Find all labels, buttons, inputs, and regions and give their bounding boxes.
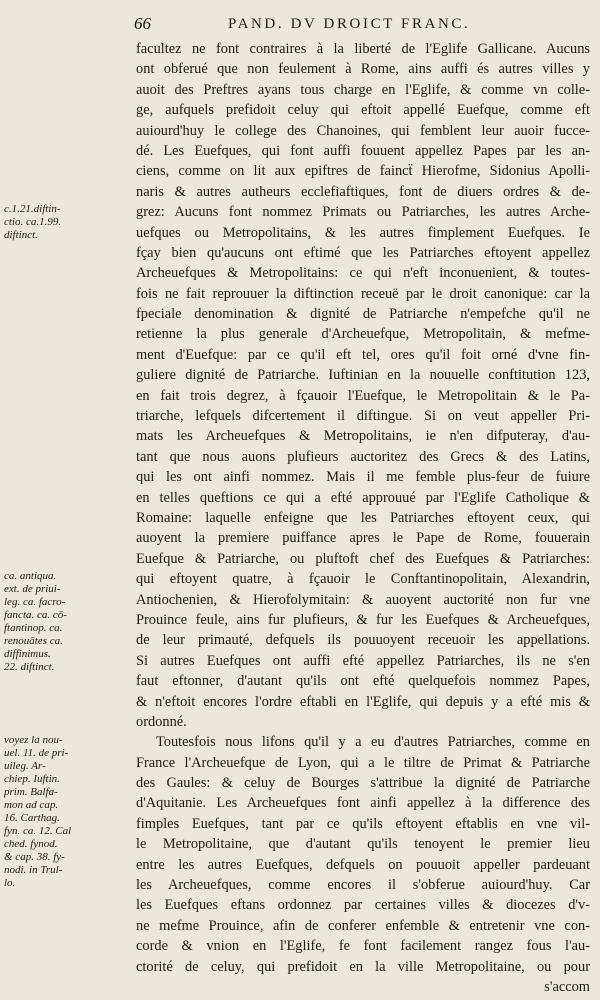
text-line: ge, aufquels prefidoit celuy qui eftoit appellé Euefque, comme eft [136, 102, 590, 119]
text-line: fois ne fait reprouuer la diftinction receuë par le droit canonique: car la [136, 285, 590, 302]
margin-note-line: diftinct. [4, 229, 38, 241]
margin-note-line: ca. antiqua. [4, 570, 57, 582]
margin-note-line: uileg. Ar- [4, 760, 46, 772]
text-line: qui les ont ainfi nommez. Mais il me femble plus-feur de fuiure [136, 469, 590, 486]
margin-note-line: 22. diftinct. [4, 661, 55, 673]
text-line: en fait trois degrez, à fçauoir l'Euefque, le Metropolitain & le Pa- [136, 387, 590, 404]
margin-note-line: ftantinop. ca. [4, 622, 63, 634]
text-line: des Gaules: & celuy de Bourges s'attribue la dignité de Patriarche [136, 775, 590, 792]
text-line: tant que nous auons plufieurs auctoritez des Grecs & des Latins, [136, 448, 590, 465]
text-line: dé. Les Euefques, qui font auffi fouuent appellez Papes par les an- [136, 142, 590, 159]
margin-note-3 [4, 734, 136, 890]
margin-note-line: 16. Carthag. [4, 812, 60, 824]
text-line: France l'Archeuefque de Lyon, qui a le tiltre de Primat & Patriarche [136, 754, 590, 771]
main-text [136, 39, 590, 997]
margin-note-line: lo. [4, 877, 16, 889]
text-line: fpeciale denomination & dignité de Patriarche n'empefche qu'il ne [136, 306, 590, 323]
text-line: grez: Aucuns font nommez Primats ou Patriarches, les autres Arche- [136, 204, 590, 221]
margin-note-line: uel. 11. de pri- [4, 747, 69, 759]
text-line: Prouince feule, ains fur plufieurs, & fur les Euefques & Archeuefques, [136, 611, 590, 628]
text-line: fimples Euefques, tant par ce qu'ils eftoyent eftablis en vne vil- [136, 815, 590, 832]
margin-note-line: fancta. ca. cō- [4, 609, 67, 621]
text-line: d'Aquitanie. Les Archeuefques font ainfi appellez à la difference des [136, 795, 590, 812]
text-line: & n'eftoit encores l'ordre eftabli en l'Eglife, qui depuis y a efté mis & [136, 693, 590, 710]
margin-note-line: ext. de priui- [4, 583, 61, 595]
margin-note-line: fyn. ca. 12. Cal [4, 825, 72, 837]
margin-note-line: diffinimus. [4, 648, 51, 660]
text-line: ne mefme Prouince, afin de conferer enfemble & entretenir vne con- [136, 917, 590, 934]
text-line: ordonné. [136, 713, 187, 730]
text-line: uefques ou Metropolitains, & les autres fimplement Euefques. Ie [136, 224, 590, 241]
text-line: faut eftonner, d'autant qu'ils ont efté quelquefois nommez Papes, [136, 673, 590, 690]
text-line: auoyent la premiere puiffance apres le Pape de Rome, fouuerain [136, 530, 590, 547]
text-line: mats les Archeuefques & Metropolitains, ie n'en difputeray, d'au- [136, 428, 590, 445]
margin-note-line: chiep. Iuftin. [4, 773, 60, 785]
text-line: facultez ne font contraires à la liberté de l'Eglife Gallicane. Aucuns [136, 41, 590, 57]
text-line: ont obferué que non feulement à Rome, ains auffi és autres villes y [136, 61, 590, 78]
margin-note-line: & cap. 38. fy- [4, 851, 65, 863]
margin-note-line: c.1.21.diftin- [4, 203, 61, 215]
text-line: fçay bien qu'aucuns ont eftimé que les Patriarches eftoyent appellez [136, 244, 590, 261]
text-line: en telles queftions ce qui a efté approuué par l'Eglife Catholique & [136, 489, 590, 506]
text-line: le Metropolitaine, que d'autant qu'ils tenoyent le premier lieu [136, 836, 590, 853]
page-header [0, 14, 600, 38]
text-line: ment d'Euefque: par ce qu'il eft tel, ores qu'il foit orné d'vne fin- [136, 346, 590, 363]
text-line: Toutesfois nous lifons qu'il y a eu d'autres Patriarches, comme en [156, 734, 590, 751]
margin-note-line: leg. ca. facro- [4, 596, 66, 608]
text-line: auiourd'huy le college des Chanoines, qui femblent leur auoir fucce- [136, 122, 590, 139]
text-line: qui eftoyent quatre, à fçauoir le Conftantinopolitain, Alexandrin, [136, 571, 590, 588]
text-line: ctorité de celuy, qui prefidoit en la ville Metropolitaine, ou pour [136, 958, 590, 975]
margin-note-line: renouātes ca. [4, 635, 63, 647]
margin-note-line: voyez la nou- [4, 734, 63, 746]
text-line: entre les autres Euefques, defquels on pouuoit appeller pardeuant [136, 856, 590, 873]
text-line: Romaine: laquelle enfeigne que les Patriarches eftoyent ceux, qui [136, 509, 590, 526]
text-line: auoit des Preftres ayans tous charge en l'Eglife, & comme vn colle- [136, 81, 590, 98]
text-line: Archeuefques & Metropolitains: ce qui n'eft inconuenient, & toutes- [136, 265, 590, 282]
text-line: naris & autres autheurs ecclefiaftiques, font de diuers ordres & de- [136, 183, 590, 200]
text-line: corde & vnion en l'Eglife, fe font facilement rangez fous l'au- [136, 938, 590, 955]
catchword: s'accom [544, 978, 590, 995]
text-line: ciens, comme on lit aux epiftres de faincẗ Hierofme, Sidonius Apolli- [136, 163, 590, 180]
running-title: PAND. DV DROICT FRANC. [228, 16, 471, 32]
margin-note-line: mon ad cap. [4, 799, 59, 811]
margin-note-2 [4, 570, 136, 674]
margin-note-line: prim. Balfa- [4, 786, 58, 798]
page-number: 66 [134, 14, 151, 33]
text-line: les Archeuefques, comme encores il s'obferue auiourd'huy. Car [136, 877, 590, 894]
text-line: de leur primauté, defquels ils pouuoyent receuoir les appellations. [136, 632, 590, 649]
margin-note-1 [4, 203, 136, 242]
text-line: les Euefques eftans ordonnez par certaines villes & diocezes d'v- [136, 897, 590, 914]
text-line: retienne la plus generale d'Archeuefque, Metropolitain, & mefme- [136, 326, 590, 343]
margin-note-line: nodi. in Trul- [4, 864, 63, 876]
margin-note-line: ctio. ca.1.99. [4, 216, 62, 228]
text-line: guliere dignité de Patriarche. Iuftinian en la nouuelle conftitution 123, [136, 367, 590, 384]
text-line: Antiochenien, & Hierofolymitain: & auoyent auctorité non fur vne [136, 591, 590, 608]
margin-note-line: ched. fynod. [4, 838, 58, 850]
text-line: Si autres Euefques ont auffi efté appellez Patriarches, ils ne s'en [136, 652, 590, 669]
text-line: Euefque & Patriarche, ou pluftoft chef des Euefques & Patriarches: [136, 550, 590, 567]
text-line: triarche, lefquels difcertement il diftingue. Si on veut appeller Pri- [136, 408, 590, 425]
